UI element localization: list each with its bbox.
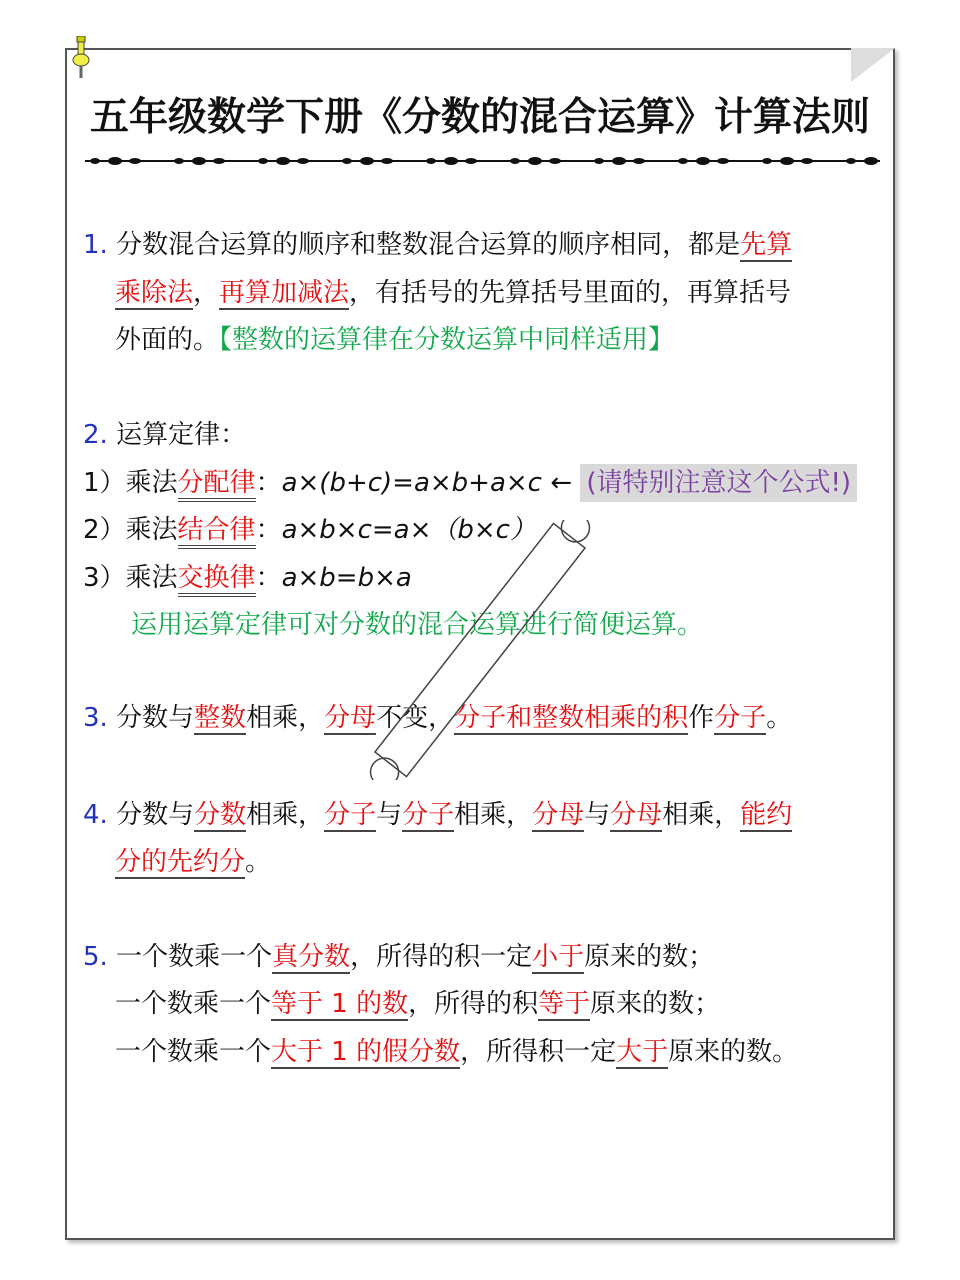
text: 运算定律： [116,420,247,450]
divider-ornament [360,157,374,165]
divider-ornament [864,157,878,165]
key-phrase: 分子 [324,800,377,830]
divider-ornament [213,158,225,164]
pushpin-icon [71,36,91,80]
law-name: 交换律 [178,563,256,597]
rule-line [131,608,703,642]
divider-ornament [444,157,458,165]
divider-ornament [510,158,520,164]
text: ： [255,515,282,545]
divider-ornament [297,158,309,164]
key-phrase: 分母 [324,703,377,733]
key-phrase: 再算加减法 [219,278,350,308]
rule-line [115,276,791,310]
formula: a×(b+c)=a×b+a×c [281,468,542,498]
text: ： [255,468,282,498]
text: ： [255,563,282,593]
divider-ornament [678,158,688,164]
text: 相乘， [454,800,533,830]
divider-ornament [633,158,645,164]
warning-note: (请特别注意这个公式!) [580,464,857,502]
key-phrase: 乘除法 [115,278,194,308]
rule-line [83,561,412,595]
key-phrase: 大于 1 的假分数 [271,1037,461,1067]
page-fold-corner [851,48,895,82]
page-title: 五年级数学下册《分数的混合运算》计算法则 [89,95,870,140]
key-phrase: 等于 [538,989,591,1019]
divider-ornament [528,157,542,165]
text: ，有括号的先算括号里面的，再算括号 [349,278,792,308]
key-phrase: 小于 [532,942,585,972]
key-phrase: 分子 [402,800,455,830]
divider-ornament [192,157,206,165]
key-phrase: 分子 [714,703,767,733]
key-phrase: 整数 [194,703,247,733]
text: 分数与 [116,800,195,830]
divider-ornament [846,158,856,164]
rule-line [115,1035,798,1069]
text: 相乘， [662,800,741,830]
key-phrase: 分子和整数相乘的积 [454,703,689,733]
text: ，所得的积一定 [350,942,533,972]
divider-ornament [549,158,561,164]
divider-ornament [762,158,772,164]
rule-line [115,845,271,879]
formula: a×b×c=a×（b×c） [281,515,536,545]
text: 原来的数； [584,942,715,972]
divider-ornament [780,157,794,165]
rule-line [83,418,246,452]
key-phrase: 分数 [194,800,247,830]
divider-ornament [174,158,184,164]
ornamental-divider [85,154,880,168]
text: 相乘， [246,703,325,733]
rule-line [83,513,536,547]
text: 一个数乘一个 [115,1037,272,1067]
item-number: 2. [83,420,117,450]
text: ，所得的积 [408,989,539,1019]
divider-ornament [108,157,122,165]
text: 作 [688,703,715,733]
note-text: 【整数的运算律在分数运算中同样适用】 [219,325,675,355]
law-name: 分配律 [178,468,256,502]
divider-ornament [696,157,710,165]
law-name: 结合律 [178,515,256,549]
text: 分数与 [116,703,195,733]
key-phrase: 分母 [610,800,663,830]
rule-line [115,323,674,357]
divider-ornament [90,158,100,164]
rule-line [83,466,857,500]
key-phrase: 分的先约分 [115,847,246,877]
key-phrase: 真分数 [272,942,351,972]
divider-ornament [381,158,393,164]
item-number: 3. [83,703,117,733]
text: 一个数乘一个 [116,942,273,972]
text: 原来的数； [590,989,721,1019]
divider-ornament [612,157,626,165]
item-number: 4. [83,800,117,830]
divider-ornament [129,158,141,164]
item-number: 5. [83,942,117,972]
note-text: 运用运算定律可对分数的混合运算进行简便运算。 [131,610,704,640]
text: 与 [376,800,403,830]
text: 。 [245,847,272,877]
text: 分数混合运算的顺序和整数混合运算的顺序相同，都是 [116,230,741,260]
formula: a×b=b×a [281,563,412,593]
rule-line [83,228,792,262]
text: 与 [584,800,611,830]
divider-ornament [465,158,477,164]
text: 不变， [376,703,455,733]
text: 原来的数。 [668,1037,799,1067]
key-phrase: 大于 [616,1037,669,1067]
rule-line [115,987,720,1021]
divider-ornament [717,158,729,164]
text: 一个数乘一个 [115,989,272,1019]
key-phrase: 先算 [740,230,793,260]
text: 相乘， [246,800,325,830]
text: ，所得积一定 [460,1037,617,1067]
key-phrase: 分母 [532,800,585,830]
divider-ornament [276,157,290,165]
divider-ornament [801,158,813,164]
rule-line [83,701,792,735]
item-number: 1. [83,230,117,260]
text: 外面的。 [115,325,220,355]
divider-ornament [342,158,352,164]
text: ， [193,278,220,308]
key-phrase: 能约 [740,800,793,830]
divider-ornament [426,158,436,164]
key-phrase: 等于 1 的数 [271,989,409,1019]
divider-ornament [258,158,268,164]
divider-ornament [594,158,604,164]
rule-line [83,798,792,832]
text: 。 [766,703,793,733]
text: ← [541,468,581,498]
rule-line [83,940,714,974]
text: 2）乘法 [83,515,178,545]
text: 3）乘法 [83,563,178,593]
text: 1）乘法 [83,468,178,498]
